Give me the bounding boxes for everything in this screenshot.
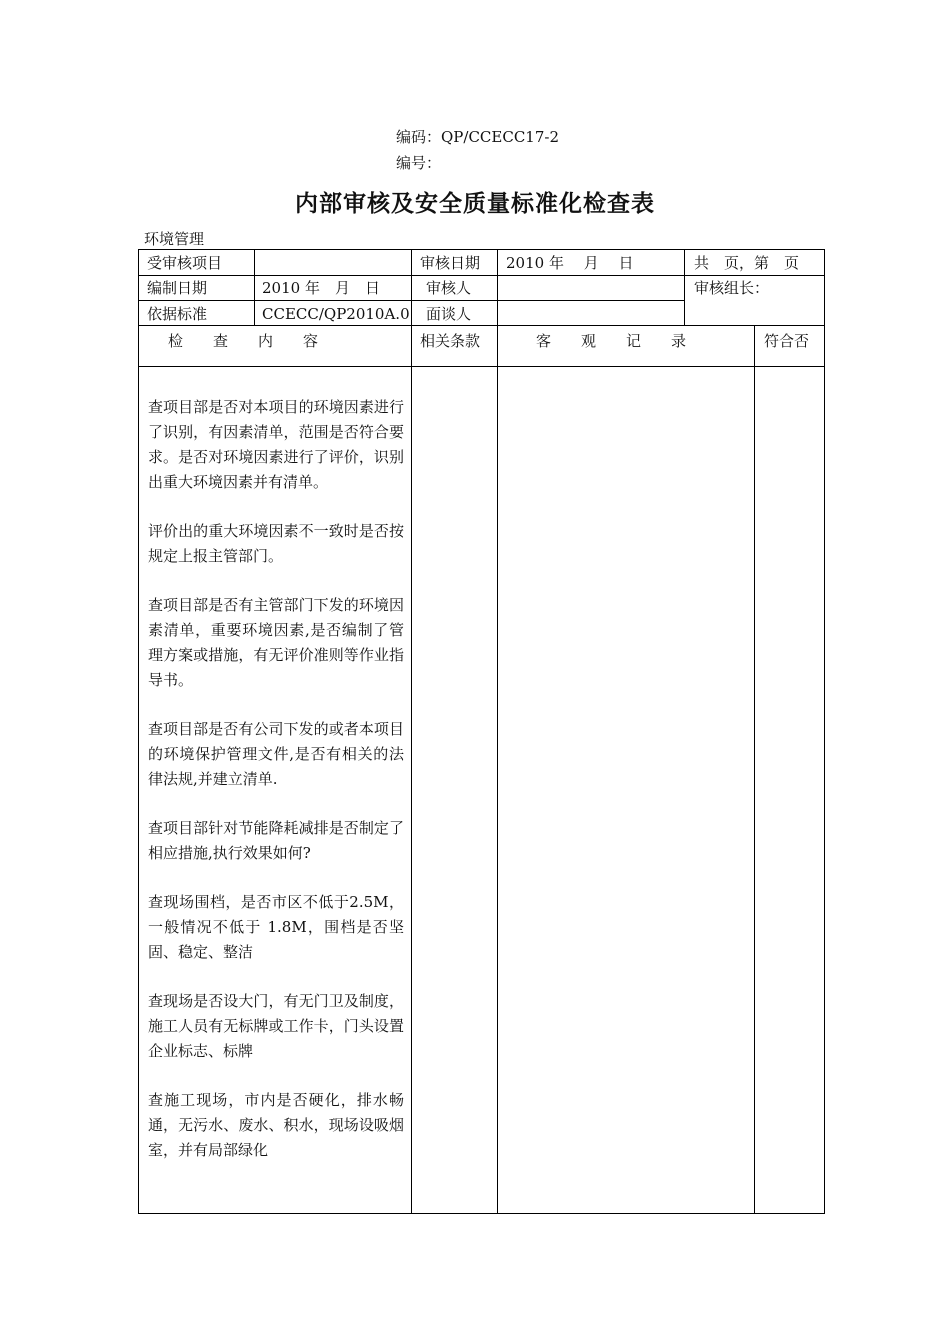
column-header-conform: 符合否 bbox=[764, 332, 810, 350]
table-border-right bbox=[824, 249, 825, 1214]
doc-number-line: 编号： bbox=[396, 154, 442, 172]
check-item: 查项目部针对节能降耗减排是否制定了相应措施,执行效果如何? bbox=[148, 819, 404, 862]
check-item: 评价出的重大环境因素不一致时是否按规定上报主管部门。 bbox=[148, 522, 404, 565]
audit-date-label: 审核日期 bbox=[420, 254, 481, 272]
table-border-left bbox=[138, 249, 139, 1214]
table-rule bbox=[254, 249, 255, 326]
check-item: 查项目部是否对本项目的环境因素进行了识别，有因素清单，范围是否符合要求。是否对环境因素进行了评价，识别出重大环境因素并有清单。 bbox=[148, 398, 404, 491]
basis-value: CCECC/QP2010A.0 bbox=[262, 305, 410, 323]
category-label: 环境管理 bbox=[144, 230, 205, 248]
column-header-content: 检 查 内 容 bbox=[168, 332, 319, 350]
check-items bbox=[148, 395, 404, 1187]
table-rule bbox=[684, 249, 685, 326]
check-item: 查项目部是否有主管部门下发的环境因素清单，重要环境因素,是否编制了管理方案或措施，有无评价准则等作业指导书。 bbox=[148, 596, 404, 689]
table-rule bbox=[411, 249, 412, 1214]
compile-date-label: 编制日期 bbox=[147, 279, 208, 297]
page-title: 内部审核及安全质量标准化检查表 bbox=[295, 190, 655, 217]
column-header-clause: 相关条款 bbox=[420, 332, 481, 350]
audit-date-value: 2010 年 月 日 bbox=[506, 254, 634, 272]
table-rule bbox=[754, 326, 755, 1214]
doc-code-line: 编码：QP/CCECC17-2 bbox=[396, 128, 560, 146]
table-rule bbox=[138, 275, 825, 276]
column-header-record: 客 观 记 录 bbox=[536, 332, 687, 350]
audited-item-label: 受审核项目 bbox=[147, 254, 223, 272]
basis-label: 依据标准 bbox=[147, 305, 208, 323]
table-border-top bbox=[138, 249, 825, 250]
check-item: 查施工现场，市内是否硬化，排水畅通，无污水、废水、积水，现场设吸烟室，并有局部绿化 bbox=[148, 1091, 404, 1159]
team-leader-label: 审核组长： bbox=[694, 279, 770, 297]
table-border-bottom bbox=[138, 1213, 825, 1214]
compile-date-value: 2010 年 月 日 bbox=[262, 279, 380, 297]
check-item: 查现场是否设大门，有无门卫及制度，施工人员有无标牌或工作卡，门头设置企业标志、标牌 bbox=[148, 992, 404, 1060]
table-rule bbox=[138, 366, 825, 367]
auditor-label: 审核人 bbox=[426, 279, 472, 297]
table-rule bbox=[497, 249, 498, 1214]
check-item: 查现场围档，是否市区不低于2.5M，一般情况不低于 1.8M，围档是否坚固、稳定、整洁 bbox=[148, 893, 404, 961]
table-rule bbox=[138, 325, 825, 326]
check-item: 查项目部是否有公司下发的或者本项目的环境保护管理文件,是否有相关的法律法规,并建立清单. bbox=[148, 720, 404, 788]
page-count: 共 页，第 页 bbox=[694, 254, 800, 272]
interviewee-label: 面谈人 bbox=[426, 305, 472, 323]
